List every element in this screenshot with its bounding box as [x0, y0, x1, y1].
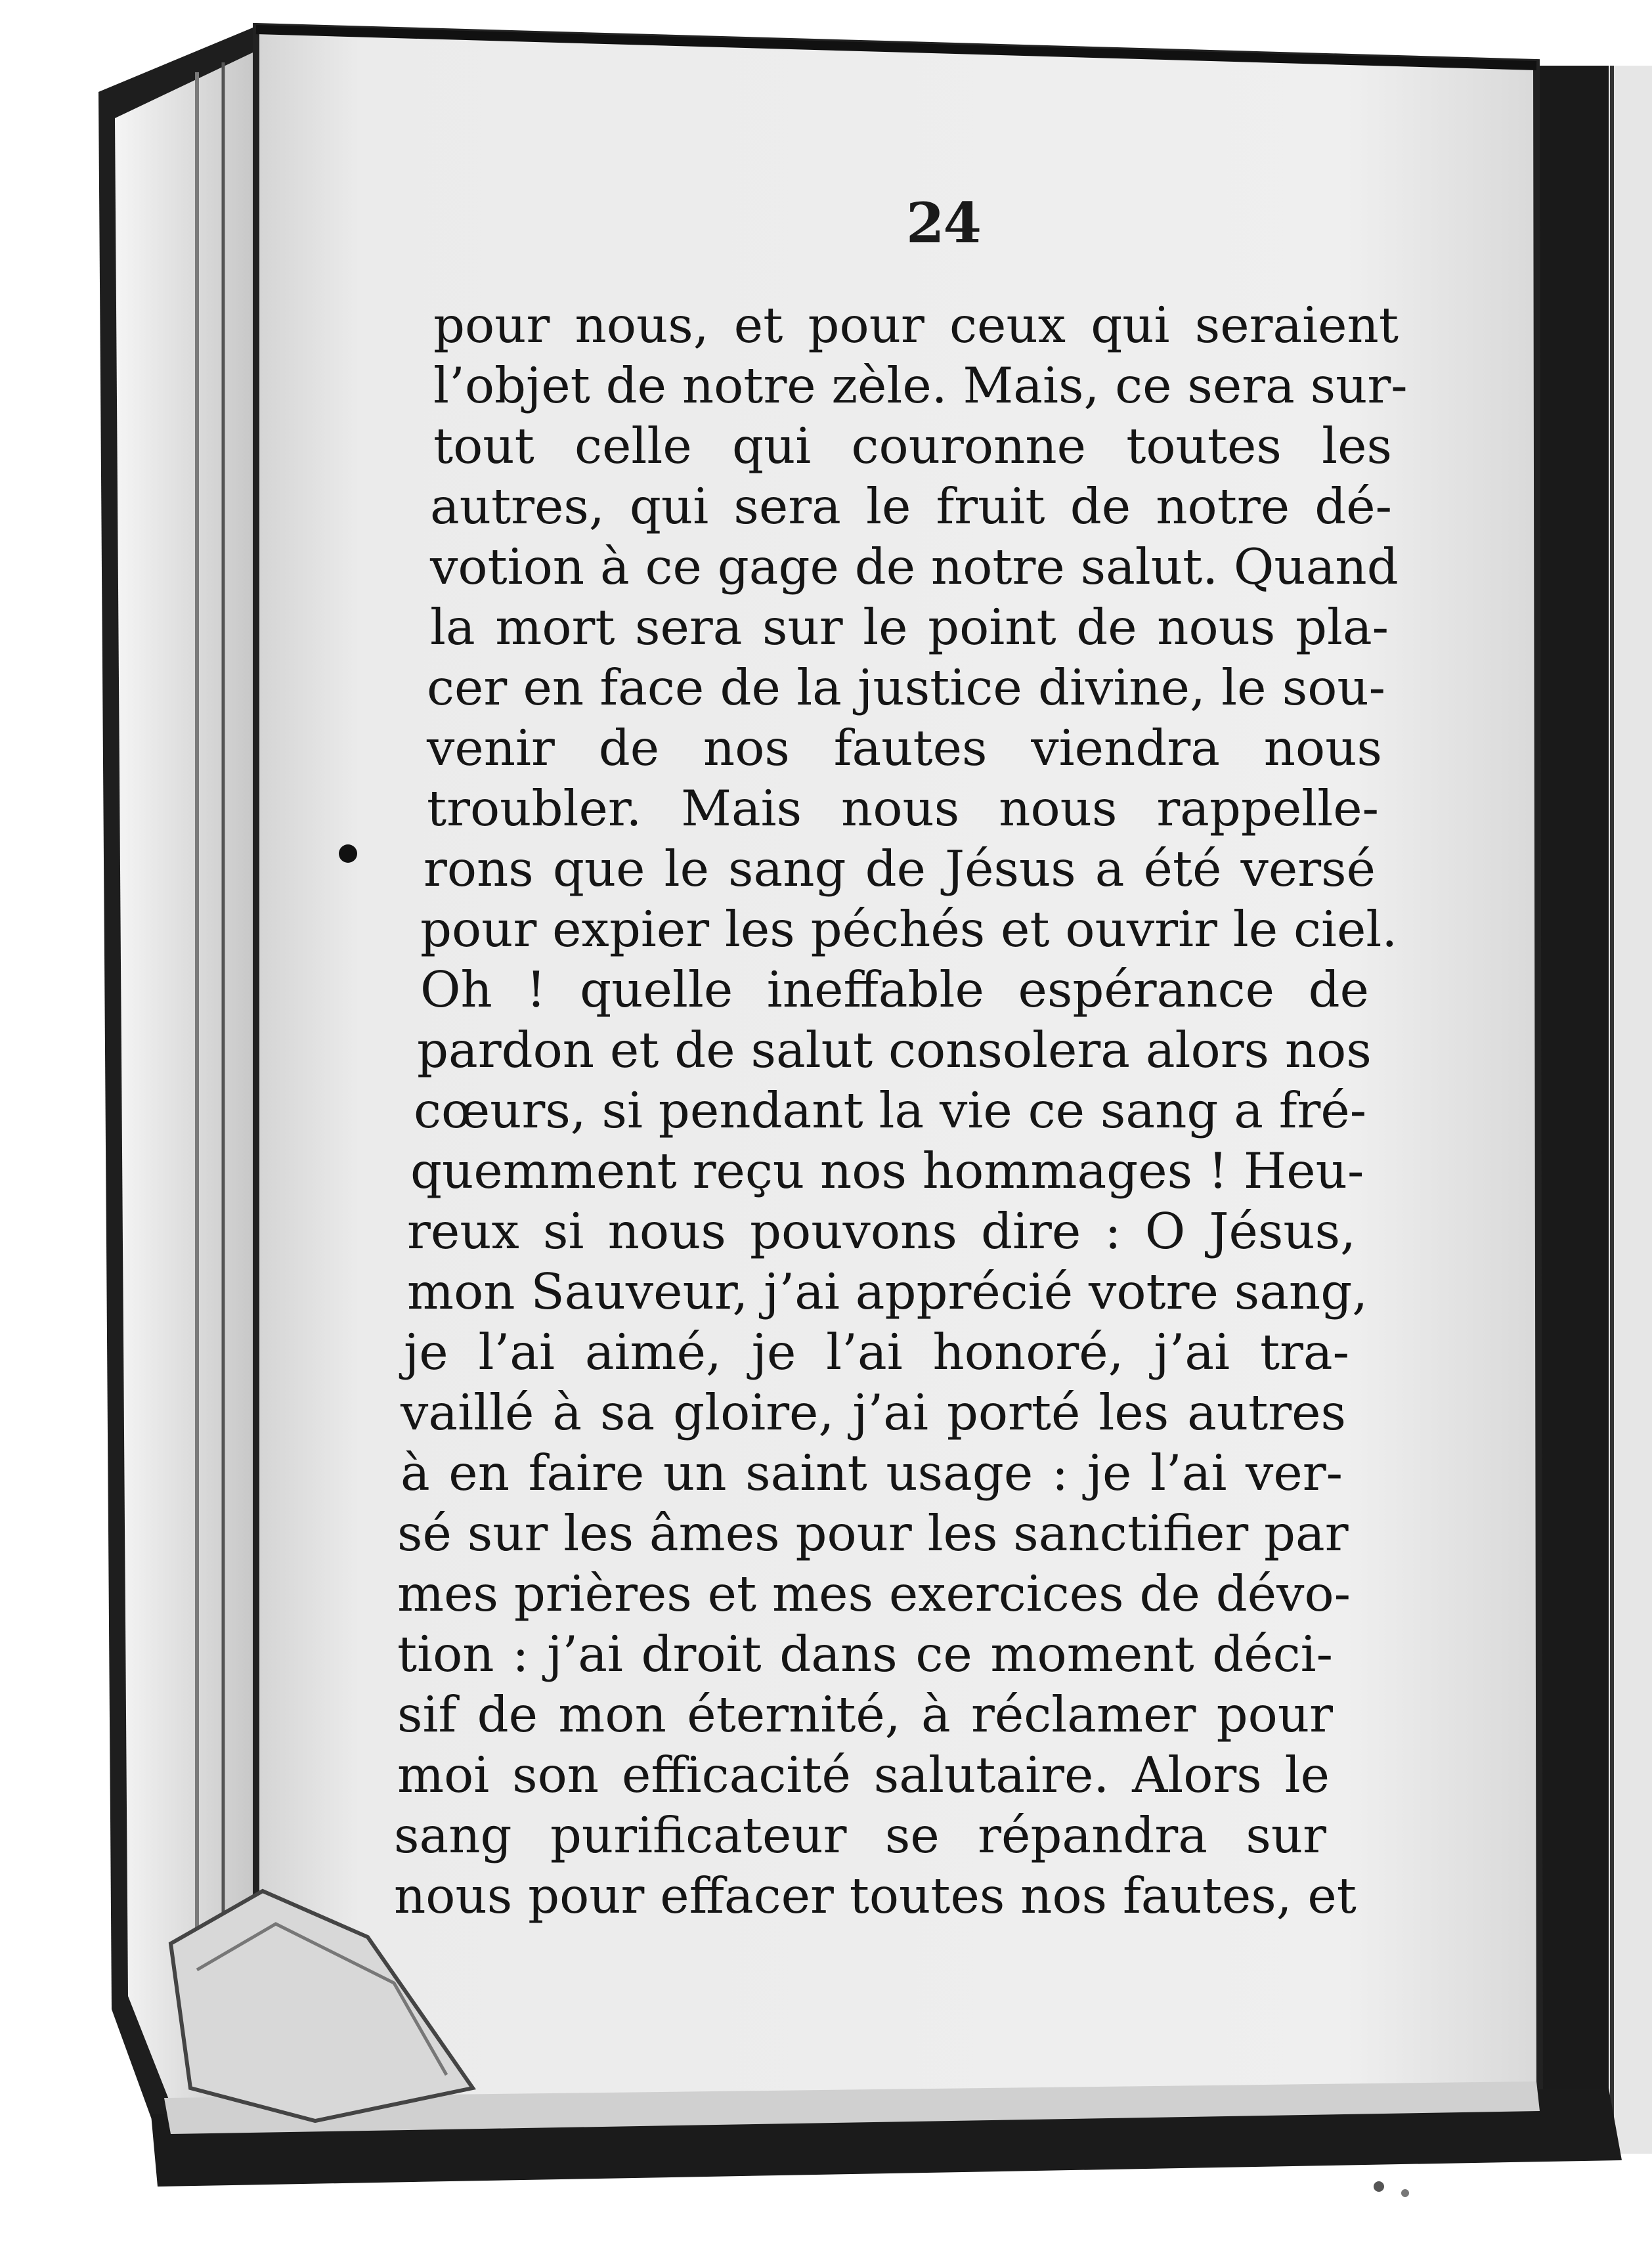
text-line: sang purificateur se répandra sur: [394, 1806, 1326, 1864]
text-line: pour expier les péchés et ouvrir le ciel.: [420, 900, 1398, 958]
text-line: autres, qui sera le fruit de notre dé-: [430, 477, 1392, 535]
text-line: je l’ai aimé, je l’ai honoré, j’ai tra-: [404, 1323, 1349, 1381]
text-line: votion à ce gage de notre salut. Quand: [430, 538, 1399, 596]
text-line: vaillé à sa gloire, j’ai porté les autres: [401, 1383, 1346, 1441]
text-line: tion : j’ai droit dans ce moment déci-: [397, 1625, 1333, 1683]
text-line: troubler. Mais nous nous rappelle-: [427, 779, 1379, 837]
text-line: mon Sauveur, j’ai apprécié votre sang,: [407, 1263, 1368, 1320]
text-line: mes prières et mes exercices de dévo-: [397, 1565, 1351, 1622]
text-line: reux si nous pouvons dire : O Jésus,: [407, 1202, 1356, 1260]
text-line: pardon et de salut consolera alors nos: [417, 1021, 1372, 1079]
text-line: cœurs, si pendant la vie ce sang a fré-: [414, 1081, 1367, 1139]
page-number: 24: [906, 190, 980, 255]
text-line: la mort sera sur le point de nous pla-: [430, 598, 1389, 656]
text-line: pour nous, et pour ceux qui seraient: [433, 296, 1399, 354]
text-line: rons que le sang de Jésus a été versé: [424, 840, 1376, 898]
text-line: sif de mon éternité, à réclamer pour: [397, 1686, 1333, 1743]
text-line: venir de nos fautes viendra nous: [427, 719, 1382, 777]
text-line: quemment reçu nos hommages ! Heu-: [410, 1142, 1364, 1200]
text-line: à en faire un saint usage : je l’ai ver-: [401, 1444, 1343, 1502]
text-line: tout celle qui couronne toutes les: [433, 417, 1392, 475]
text-line: nous pour effacer toutes nos fautes, et: [394, 1867, 1357, 1925]
text-line: sé sur les âmes pour les sanctifier par: [397, 1504, 1349, 1562]
text-line: l’objet de notre zèle. Mais, ce sera sur-: [433, 357, 1408, 414]
text-line: Oh ! quelle ineffable espérance de: [420, 961, 1369, 1018]
text-line: cer en face de la justice divine, le sou-: [427, 659, 1385, 716]
text-line: moi son efficacité salutaire. Alors le: [397, 1746, 1330, 1804]
